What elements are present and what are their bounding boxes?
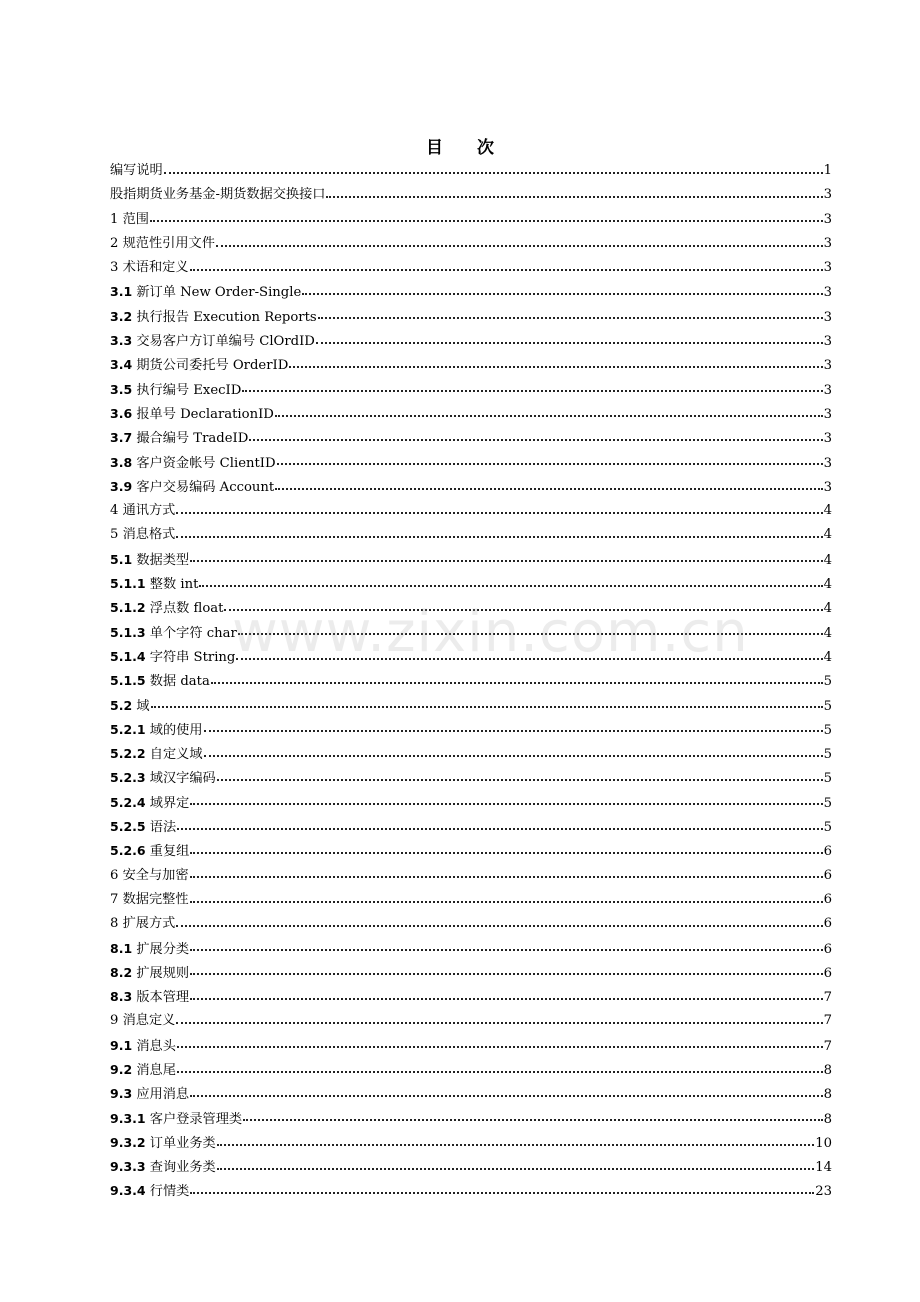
toc-entry-page: 4: [823, 625, 832, 641]
toc-entry[interactable]: [110, 839, 832, 863]
toc-entry[interactable]: [110, 718, 832, 742]
dot-leader: [151, 705, 823, 708]
toc-entry-page: 6: [823, 891, 832, 907]
toc-entry[interactable]: [110, 937, 832, 961]
toc-entry-text: 执行报告 Execution Reports: [136, 309, 317, 325]
toc-entry[interactable]: [110, 232, 832, 256]
toc-entry[interactable]: [110, 791, 832, 815]
toc-entry-label: [110, 621, 237, 646]
toc-entry-label: [110, 912, 175, 936]
toc-entry-label: [110, 839, 189, 864]
toc-entry-label: [110, 499, 175, 523]
toc-entry-text: 数据 data: [149, 674, 210, 690]
toc-entry[interactable]: [110, 426, 832, 450]
toc-entry-text: 语法: [149, 820, 177, 836]
toc-entry[interactable]: [110, 985, 832, 1009]
dot-leader: [236, 657, 822, 660]
dot-leader: [150, 219, 823, 222]
toc-entry-page: 4: [823, 577, 832, 593]
toc-entry[interactable]: [110, 1009, 832, 1033]
toc-entry-number: 8.1: [110, 940, 133, 956]
toc-entry-label: [110, 159, 163, 183]
toc-list: [110, 159, 832, 1204]
toc-entry-text: 报单号 DeclarationID: [136, 406, 274, 422]
toc-entry-page: 3: [823, 334, 832, 350]
toc-entry-label: [110, 669, 210, 694]
toc-entry-text: 交易客户方订单编号 ClOrdID: [136, 334, 315, 350]
toc-entry-number: 3.9: [110, 478, 133, 494]
dot-leader: [199, 584, 822, 587]
toc-entry-label: [110, 1034, 176, 1059]
toc-entry-text: 术语和定义: [122, 260, 189, 276]
toc-entry-page: 3: [823, 382, 832, 398]
dot-leader: [204, 729, 823, 732]
toc-entry[interactable]: [110, 815, 832, 839]
toc-entry-number: 9.2: [110, 1061, 133, 1077]
toc-entry-number: 9.3: [110, 1086, 133, 1102]
toc-entry-text: 域界定: [149, 795, 190, 811]
toc-entry-page: 6: [823, 916, 832, 932]
toc-entry-label: [110, 548, 189, 573]
toc-entry-label: [110, 1058, 176, 1083]
toc-entry[interactable]: [110, 596, 832, 620]
toc-entry-number: 9.3.4: [110, 1183, 146, 1199]
toc-entry-page: 10: [815, 1135, 832, 1151]
toc-entry-number: 3.7: [110, 430, 133, 446]
toc-entry[interactable]: [110, 402, 832, 426]
toc-entry-text: 消息头: [136, 1038, 176, 1054]
toc-entry-number: 4: [110, 503, 119, 519]
toc-entry-page: 3: [823, 211, 832, 227]
toc-entry-number: 9.3.2: [110, 1134, 146, 1150]
dot-leader: [176, 924, 822, 927]
toc-entry-number: 3: [110, 260, 119, 276]
dot-leader: [204, 754, 823, 757]
toc-entry-label: [110, 232, 215, 256]
toc-entry-text: 域的使用: [149, 722, 203, 738]
toc-entry-number: 5.1.4: [110, 648, 146, 664]
dot-leader: [326, 195, 822, 198]
toc-entry-label: [110, 645, 235, 670]
toc-entry-label: [110, 864, 189, 888]
toc-entry[interactable]: [110, 1107, 832, 1131]
dot-leader: [224, 608, 822, 611]
dot-leader: [217, 1143, 814, 1146]
toc-entry-page: 6: [823, 844, 832, 860]
toc-entry-page: 23: [815, 1184, 832, 1200]
dot-leader: [190, 1191, 814, 1194]
toc-entry-text: 扩展分类: [136, 941, 190, 957]
dot-leader: [176, 1021, 822, 1024]
toc-entry-text: 扩展规则: [136, 965, 190, 981]
toc-entry-page: 5: [823, 795, 832, 811]
toc-entry-text: 规范性引用文件: [122, 235, 215, 251]
toc-entry-number: 3.5: [110, 381, 133, 397]
toc-entry-text: 客户登录管理类: [149, 1111, 243, 1127]
toc-entry-label: [110, 1131, 216, 1156]
toc-entry-page: 5: [823, 722, 832, 738]
toc-entry-page: 7: [823, 990, 832, 1006]
toc-entry-page: 6: [823, 965, 832, 981]
toc-entry-text: 应用消息: [136, 1087, 190, 1103]
toc-entry[interactable]: [110, 864, 832, 888]
toc-entry-text: 安全与加密: [122, 867, 189, 883]
dot-leader: [249, 438, 822, 441]
dot-leader: [190, 559, 823, 562]
toc-entry[interactable]: [110, 548, 832, 572]
toc-entry-text: 单个字符 char: [149, 625, 237, 641]
dot-leader: [217, 1167, 814, 1170]
toc-entry-page: 5: [823, 747, 832, 763]
toc-entry-page: 8: [823, 1111, 832, 1127]
toc-entry-label: [110, 718, 203, 743]
toc-entry-label: [110, 791, 189, 816]
toc-entry-text: 撮合编号 TradeID: [136, 431, 249, 447]
toc-entry-number: 5.1.2: [110, 600, 146, 616]
toc-entry-label: [110, 208, 149, 232]
toc-entry-page: 4: [823, 649, 832, 665]
toc-entry-text: 范围: [122, 211, 149, 227]
toc-entry-number: 5.1: [110, 551, 133, 567]
dot-leader: [211, 681, 823, 684]
toc-entry[interactable]: [110, 621, 832, 645]
toc-entry-page: 5: [823, 820, 832, 836]
toc-entry[interactable]: [110, 912, 832, 936]
toc-entry-label: [110, 742, 203, 767]
toc-entry-label: [110, 961, 189, 986]
toc-entry[interactable]: [110, 499, 832, 523]
dot-leader: [190, 900, 823, 903]
toc-entry-page: 3: [823, 406, 832, 422]
toc-entry-text: 域: [136, 698, 150, 714]
toc-entry-page: 3: [823, 431, 832, 447]
toc-entry-page: 14: [815, 1160, 832, 1176]
toc-entry-label: [110, 378, 241, 403]
toc-entry-label: [110, 596, 223, 621]
toc-entry[interactable]: [110, 1058, 832, 1082]
toc-entry-page: 7: [823, 1013, 832, 1029]
toc-entry-number: 5.1.1: [110, 576, 146, 592]
toc-entry[interactable]: [110, 1034, 832, 1058]
toc-entry-text: 行情类: [149, 1184, 190, 1200]
dot-leader: [243, 1118, 823, 1121]
toc-entry-number: 3.6: [110, 405, 133, 421]
dot-leader: [190, 851, 822, 854]
toc-entry-label: [110, 353, 288, 378]
toc-entry-text: 数据类型: [136, 552, 190, 568]
dot-leader: [289, 365, 822, 368]
toc-entry-label: [110, 1082, 189, 1107]
toc-entry-label: [110, 256, 189, 280]
dot-leader: [277, 462, 823, 465]
toc-entry-page: 5: [823, 771, 832, 787]
toc-entry-number: 3.8: [110, 454, 133, 470]
toc-entry[interactable]: [110, 451, 832, 475]
toc-entry-text: 扩展方式: [122, 916, 176, 932]
dot-leader: [318, 316, 823, 319]
toc-entry[interactable]: [110, 1082, 832, 1106]
toc-entry-label: [110, 1009, 175, 1033]
toc-entry-text: 浮点数 float: [149, 601, 224, 617]
dot-leader: [190, 875, 823, 878]
toc-entry-number: 5.2.1: [110, 721, 146, 737]
toc-entry-number: 5.2.2: [110, 746, 146, 762]
toc-entry-text: 域汉字编码: [149, 771, 216, 787]
toc-entry-number: 1: [110, 211, 119, 227]
dot-leader: [176, 511, 822, 514]
toc-entry-page: 4: [823, 527, 832, 543]
toc-entry-label: [110, 572, 198, 597]
toc-entry[interactable]: [110, 694, 832, 718]
toc-entry-page: 8: [823, 1087, 832, 1103]
toc-entry-number: 8.2: [110, 964, 133, 980]
watermark: www.zixin.com.cn: [232, 600, 749, 665]
dot-leader: [177, 1045, 823, 1048]
toc-entry-page: 4: [823, 552, 832, 568]
toc-entry[interactable]: [110, 280, 832, 304]
toc-entry-number: 9.1: [110, 1037, 133, 1053]
toc-entry-number: 3.4: [110, 357, 133, 373]
toc-entry-number: 5.2.6: [110, 843, 146, 859]
dot-leader: [190, 802, 822, 805]
toc-entry-text: 字符串 String: [149, 649, 236, 665]
toc-entry-text: 版本管理: [136, 990, 190, 1006]
toc-entry-text: 客户交易编码 Account: [136, 479, 275, 495]
toc-entry-text: 新订单 New Order-Single: [136, 285, 302, 301]
toc-entry[interactable]: [110, 159, 832, 183]
toc-entry-text: 重复组: [149, 844, 190, 860]
toc-entry-number: 5.1.3: [110, 624, 146, 640]
toc-entry[interactable]: [110, 183, 832, 207]
toc-entry[interactable]: [110, 305, 832, 329]
toc-entry-number: 5.1.5: [110, 673, 146, 689]
toc-entry-text: 自定义域: [149, 747, 203, 763]
toc-entry-label: [110, 766, 216, 791]
toc-entry-page: 5: [823, 674, 832, 690]
toc-entry[interactable]: [110, 1131, 832, 1155]
dot-leader: [164, 171, 823, 174]
toc-entry-number: 5.2.3: [110, 770, 146, 786]
toc-entry-page: 4: [823, 503, 832, 519]
toc-entry[interactable]: [110, 378, 832, 402]
toc-entry-page: 3: [823, 260, 832, 276]
toc-entry-text: 执行编号 ExecID: [136, 382, 242, 398]
toc-entry-text: 客户资金帐号 ClientID: [136, 455, 276, 471]
dot-leader: [216, 244, 823, 247]
dot-leader: [316, 341, 823, 344]
toc-entry-text: 查询业务类: [149, 1160, 216, 1176]
toc-entry-text: 整数 int: [149, 577, 199, 593]
toc-entry-label: [110, 280, 301, 305]
toc-entry[interactable]: [110, 353, 832, 377]
toc-entry[interactable]: [110, 961, 832, 985]
toc-entry-label: [110, 475, 274, 500]
toc-entry[interactable]: [110, 475, 832, 499]
toc-entry-number: 8.3: [110, 989, 133, 1005]
toc-entry[interactable]: [110, 742, 832, 766]
toc-entry-page: 3: [823, 358, 832, 374]
toc-entry-label: [110, 1179, 189, 1204]
toc-entry-label: [110, 426, 248, 451]
dot-leader: [190, 1094, 823, 1097]
toc-entry-label: [110, 305, 317, 330]
toc-entry-number: 5.2.5: [110, 819, 146, 835]
toc-entry-text: 通讯方式: [122, 503, 176, 519]
toc-entry[interactable]: [110, 329, 832, 353]
dot-leader: [190, 268, 823, 271]
toc-entry-number: 3.1: [110, 284, 133, 300]
toc-title: 目 次: [426, 138, 508, 158]
toc-entry[interactable]: [110, 766, 832, 790]
toc-entry-page: 5: [823, 698, 832, 714]
toc-entry-page: 3: [823, 309, 832, 325]
toc-entry-number: 6: [110, 867, 119, 883]
toc-entry-number: 9.3.3: [110, 1159, 146, 1175]
toc-entry-page: 7: [823, 1038, 832, 1054]
toc-entry-number: 7: [110, 891, 119, 907]
toc-entry-page: 8: [823, 1062, 832, 1078]
toc-entry-page: 1: [823, 163, 832, 178]
toc-entry-text: 消息格式: [122, 527, 176, 543]
dot-leader: [177, 827, 822, 830]
toc-entry-page: 3: [823, 235, 832, 251]
dot-leader: [238, 632, 823, 635]
toc-entry-label: [110, 1107, 242, 1132]
toc-entry-label: [110, 451, 276, 476]
toc-entry-label: [110, 694, 150, 719]
dot-leader: [190, 972, 823, 975]
toc-entry-text: 消息定义: [122, 1013, 176, 1029]
dot-leader: [275, 487, 822, 490]
toc-entry[interactable]: [110, 208, 832, 232]
toc-entry-text: 期货公司委托号 OrderID: [136, 358, 289, 374]
toc-entry-page: 3: [823, 455, 832, 471]
toc-entry-label: [110, 937, 189, 962]
toc-entry-text: 股指期货业务基金-期货数据交换接口: [110, 187, 326, 203]
dot-leader: [190, 997, 823, 1000]
dot-leader: [217, 778, 823, 781]
toc-entry[interactable]: [110, 888, 832, 912]
toc-entry-number: 9.3.1: [110, 1110, 146, 1126]
toc-entry-text: 订单业务类: [149, 1135, 216, 1151]
toc-entry-text: 消息尾: [136, 1062, 176, 1078]
toc-entry[interactable]: [110, 1179, 832, 1203]
toc-entry-label: [110, 1155, 216, 1180]
dot-leader: [190, 948, 823, 951]
toc-entry-text: 数据完整性: [122, 891, 189, 907]
toc-entry-number: 5.2: [110, 697, 133, 713]
toc-entry-number: 5: [110, 527, 119, 543]
toc-entry-label: [110, 402, 274, 427]
toc-entry[interactable]: [110, 645, 832, 669]
dot-leader: [275, 414, 823, 417]
toc-entry[interactable]: [110, 572, 832, 596]
toc-entry-label: [110, 985, 189, 1010]
toc-entry-page: 3: [823, 187, 832, 203]
toc-entry-label: [110, 183, 325, 207]
toc-entry-number: 5.2.4: [110, 794, 146, 810]
toc-entry-label: [110, 815, 176, 840]
toc-entry-number: 8: [110, 916, 119, 932]
dot-leader: [242, 389, 822, 392]
dot-leader: [176, 535, 822, 538]
toc-entry-page: 3: [823, 479, 832, 495]
toc-entry-number: 9: [110, 1013, 119, 1029]
toc-entry-page: 4: [823, 601, 832, 617]
toc-entry-page: 3: [823, 285, 832, 301]
toc-entry[interactable]: [110, 1155, 832, 1179]
toc-entry-page: 6: [823, 867, 832, 883]
dot-leader: [177, 1070, 823, 1073]
toc-entry[interactable]: [110, 669, 832, 693]
toc-entry[interactable]: [110, 523, 832, 547]
toc-entry-number: 3.2: [110, 308, 133, 324]
toc-entry-number: 3.3: [110, 333, 133, 349]
toc-entry-label: [110, 329, 315, 354]
toc-entry-label: [110, 888, 189, 912]
toc-entry[interactable]: [110, 256, 832, 280]
dot-leader: [302, 292, 822, 295]
toc-entry-number: 2: [110, 235, 119, 251]
toc-entry-text: 编写说明: [110, 163, 163, 178]
toc-entry-page: 6: [823, 941, 832, 957]
toc-entry-label: [110, 523, 175, 547]
